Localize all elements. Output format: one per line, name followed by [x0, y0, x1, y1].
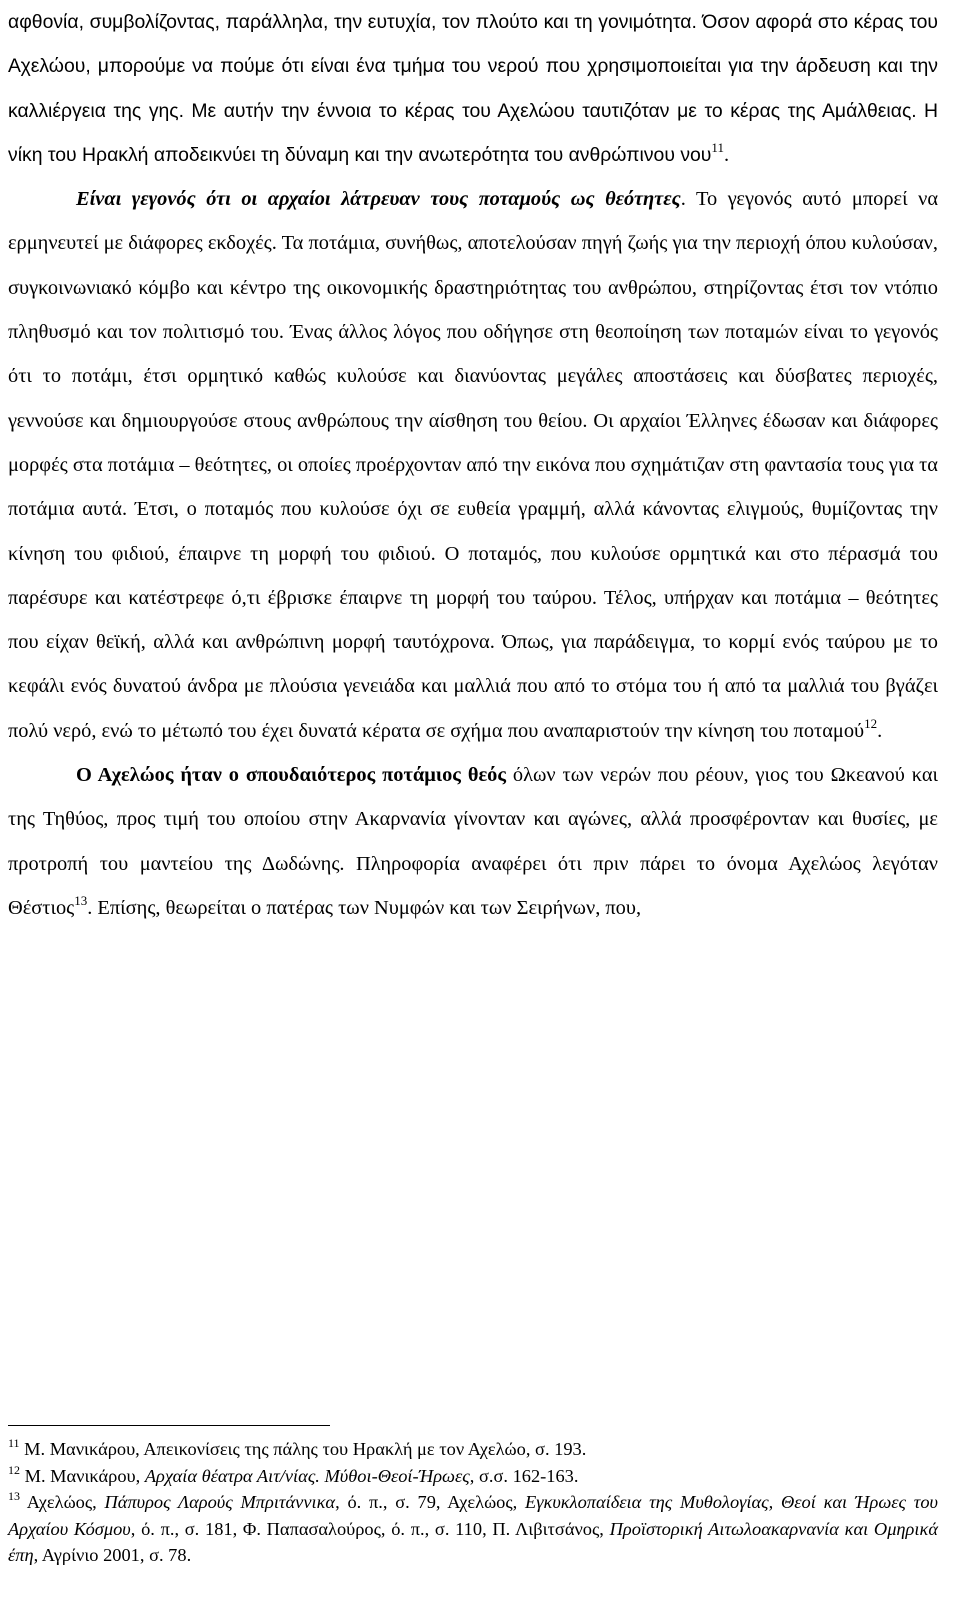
text-run: Τα ποτάμια, συνήθως, αποτελούσαν πηγή ζωής για την περιοχή όπου κυλούσαν, συγκοινωνιακό κόμβο και κέντρο της οικονομικής δραστηριότητας του ανθρώπου, στηρίζοντας έτσι τον ντόπιο πληθυσμό και τον πολιτισμό του. Ένας άλλος λόγος που οδήγησε στη θεοποίηση των ποταμών είναι το γεγονός ότι το ποτάμι, έτσι ορμητικό καθώς κυλούσε και διανύοντας μεγάλες αποστάσεις και δύσβατες περιοχές, γεννούσε και δημιουργούσε στους ανθρώπους την αίσθηση του θείου. Οι αρχαίοι Έλληνες έδωσαν και διάφορες μορφές στα ποτάμια – θεότητες, οι οποίες προέρχονταν από την εικόνα που σχημάτιζαν στη φαντασία τους για τα ποτάμια αυτά. Έτσι, ο ποταμός που κυλούσε όχι σε ευθεία γραμμή, αλλά κάνοντας ελιγμούς, θυμίζοντας την κίνηση του φιδιού, έπαιρνε τη μορφή του φιδιού. Ο ποταμός, που κυλούσε ορμητικά και στο πέρασμά του παρέσυρε και κατέστρεφε ό,τι έβρισκε έπαιρνε τη μορφή του ταύρου. Τέλος, υπήρχαν και ποτάμια – θεότητες που είχαν θεϊκή, αλλά και ανθρώπινη μορφή ταυτόχρονα. Όπως, για παράδειγμα, το κορμί ενός ταύρου με το κεφάλι ενός δυνατού άνδρα με πλούσια γενειάδα και μαλλιά που από το στόμα του ή από τα μαλλιά του βγάζει πολύ νερό, ενώ το μέτωπό του έχει δυνατά κέρατα σε σχήμα που αναπαριστούν την κίνηση του ποταμού: [8, 232, 938, 742]
footnote-title: Εγκυκλοπαίδεια της Μυθολογίας, Θεοί και Ήρωες του Αρχαίου Κόσμου: [8, 1492, 938, 1539]
document-page: [8, 0, 938, 930]
footnote-text: , ό. π., σ. 181, Φ. Παπασαλούρος, ό. π., σ. 110, Π. Λιβιτσάνος,: [130, 1518, 610, 1539]
footnote-number: 12: [8, 1462, 20, 1477]
footnote-ref-13[interactable]: 13: [74, 892, 88, 908]
footnote-title: Αρχαία θέατρα Αιτ/νίας. Μύθοι-Θεοί-Ήρωες: [144, 1465, 470, 1486]
footnote-ref-11[interactable]: 11: [711, 139, 724, 155]
emphasis-bold: Είναι γεγονός ότι οι αρχαίοι λάτρευαν τους ποταμούς ως θεότητες: [76, 188, 681, 211]
footnote-13: [8, 1489, 938, 1569]
paragraph-2: [8, 753, 938, 930]
footnote-text: , ό. π., σ. 79, Αχελώος,: [335, 1492, 526, 1512]
paragraph-1: [8, 0, 938, 753]
footnote-text: Μ. Μανικάρου, Απεικονίσεις της πάλης του Ηρακλή με τον Αχελώο, σ. 193.: [19, 1439, 587, 1459]
text-run: αφθονία, συμβολίζοντας, παράλληλα, την ευτυχία, τον πλούτο και τη γονιμότητα.: [8, 11, 697, 33]
footnote-separator: [8, 1425, 330, 1426]
footnote-11: [8, 1436, 938, 1463]
footnote-text: , Αγρίνιο 2001, σ. 78.: [33, 1545, 192, 1565]
footnote-ref-12[interactable]: 12: [864, 715, 878, 731]
footnotes: [8, 1436, 938, 1569]
emphasis-bold: Ο Αχελώος ήταν ο σπουδαιότερος ποτάμιος θεός: [76, 764, 506, 787]
footnote-12: [8, 1463, 938, 1490]
text-run: . Επίσης, θεωρείται ο πατέρας των Νυμφών και των Σειρήνων, που,: [87, 896, 642, 919]
text-run: . Το γεγονός αυτό μπορεί να ερμηνευτεί με διάφορες εκδοχές.: [8, 188, 939, 255]
footnote-text: , σ.σ. 162-163.: [469, 1465, 579, 1486]
footnote-title: Προϊστορική Αιτωλοακαρνανία και Ομηρικά έπη: [8, 1518, 938, 1565]
footnote-text: Αχελώος,: [20, 1492, 105, 1512]
text-run: όλων των νερών που ρέουν, γιος του Ωκεανού και της Τηθύος, προς τιμή του οποίου στην Ακαρνανία γίνονταν και αγώνες, αλλά προσφέρονταν και θυσίες, με προτροπή του μαντείου της Δωδώνης. Πληροφορία αναφέρει ότι πριν πάρει το όνομα Αχελώος λεγόταν Θέστιος: [8, 764, 938, 919]
footnote-text: Μ. Μανικάρου,: [20, 1465, 145, 1486]
text-run: .: [877, 719, 883, 742]
text-run: Όσον αφορά στο κέρας του Αχελώου, μπορούμε να πούμε ότι είναι ένα τμήμα του νερού που χρησιμοποιείται για την άρδευση και την καλλιέργεια της γης.: [8, 11, 938, 122]
text-run: Με αυτήν την έννοια το κέρας του Αχελώου ταυτιζόταν με το κέρας της Αμάλθειας.: [191, 99, 917, 122]
footnote-number: 13: [8, 1489, 20, 1503]
body-text: [8, 0, 938, 930]
footnote-number: 11: [8, 1436, 20, 1450]
footnote-title: Πάπυρος Λαρούς Μπριτάννικα: [104, 1492, 336, 1512]
text-run: Η νίκη του Ηρακλή αποδεικνύει τη δύναμη και την ανωτερότητα του ανθρώπινου νου: [8, 99, 938, 166]
text-run: .: [723, 143, 730, 166]
